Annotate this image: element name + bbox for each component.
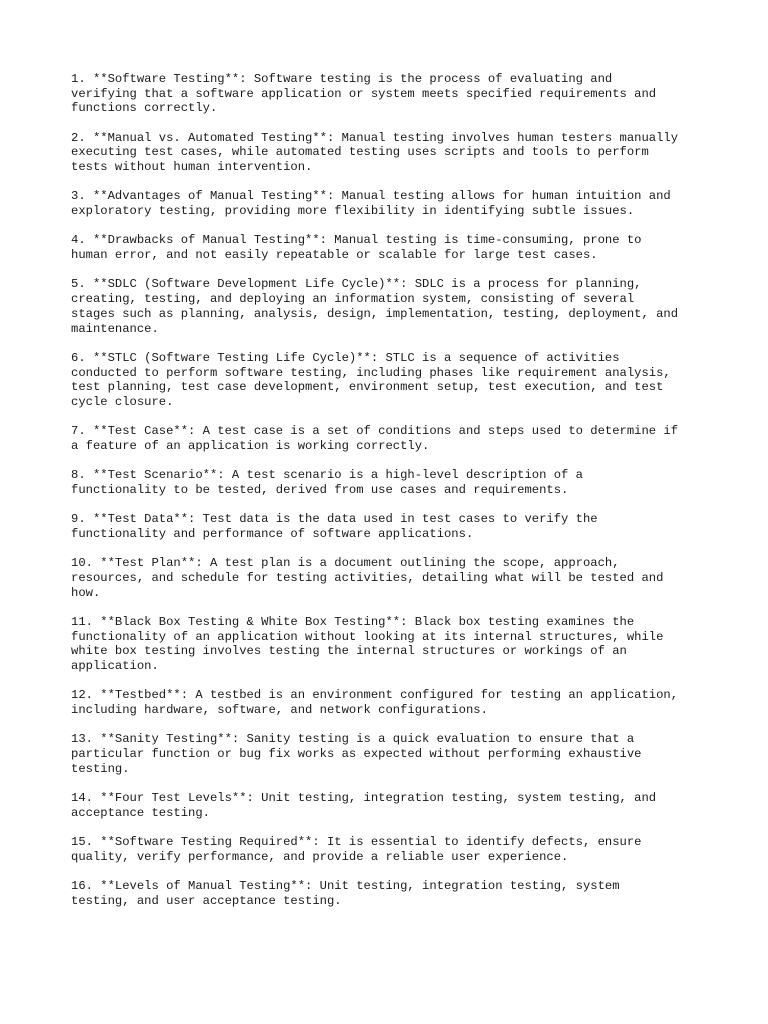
paragraph-line: 3. **Advantages of Manual Testing**: Manual testing allows for human intuition and bbox=[71, 189, 671, 204]
paragraph-10 bbox=[71, 556, 711, 600]
paragraph-line: 14. **Four Test Levels**: Unit testing, integration testing, system testing, and bbox=[71, 791, 657, 806]
paragraph-5 bbox=[71, 277, 711, 336]
paragraph-2 bbox=[71, 131, 711, 175]
paragraph-line: stages such as planning, analysis, design, implementation, testing, deployment, and bbox=[71, 306, 679, 321]
paragraph-line: 8. **Test Scenario**: A test scenario is a high-level description of a bbox=[71, 468, 583, 483]
paragraph-line: conducted to perform software testing, including phases like requirement analysis, bbox=[71, 365, 671, 380]
paragraph-line: 15. **Software Testing Required**: It is essential to identify defects, ensure bbox=[71, 835, 642, 850]
paragraph-line: including hardware, software, and network configurations. bbox=[71, 703, 488, 718]
paragraph-line: 16. **Levels of Manual Testing**: Unit testing, integration testing, system bbox=[71, 879, 620, 894]
paragraph-1 bbox=[71, 72, 711, 116]
paragraph-line: 7. **Test Case**: A test case is a set of conditions and steps used to determine if bbox=[71, 424, 679, 439]
paragraph-line: quality, verify performance, and provide a reliable user experience. bbox=[71, 849, 569, 864]
paragraph-line: particular function or bug fix works as expected without performing exhaustive bbox=[71, 747, 642, 762]
paragraph-line: 11. **Black Box Testing & White Box Testing**: Black box testing examines the bbox=[71, 614, 635, 629]
paragraph-line: 10. **Test Plan**: A test plan is a document outlining the scope, approach, bbox=[71, 556, 620, 571]
paragraph-line: 13. **Sanity Testing**: Sanity testing is a quick evaluation to ensure that a bbox=[71, 732, 635, 747]
paragraph-line: functionality and performance of software applications. bbox=[71, 526, 474, 541]
paragraph-line: verifying that a software application or system meets specified requirements and bbox=[71, 86, 657, 101]
paragraph-12 bbox=[71, 688, 711, 717]
paragraph-line: acceptance testing. bbox=[71, 805, 210, 820]
paragraph-line: 9. **Test Data**: Test data is the data used in test cases to verify the bbox=[71, 512, 598, 527]
paragraph-line: testing, and user acceptance testing. bbox=[71, 893, 342, 908]
paragraph-line: exploratory testing, providing more flexibility in identifying subtle issues. bbox=[71, 204, 635, 219]
paragraph-line: 12. **Testbed**: A testbed is an environment configured for testing an application, bbox=[71, 688, 679, 703]
paragraph-line: 1. **Software Testing**: Software testing is the process of evaluating and bbox=[71, 72, 613, 86]
document-body bbox=[71, 72, 711, 923]
paragraph-line: 4. **Drawbacks of Manual Testing**: Manual testing is time-consuming, prone to bbox=[71, 233, 642, 248]
paragraph-line: functions correctly. bbox=[71, 101, 218, 116]
paragraph-line: human error, and not easily repeatable or scalable for large test cases. bbox=[71, 248, 598, 263]
paragraph-9 bbox=[71, 512, 711, 541]
paragraph-7 bbox=[71, 424, 711, 453]
paragraph-13 bbox=[71, 732, 711, 776]
paragraph-3 bbox=[71, 189, 711, 218]
paragraph-line: functionality to be tested, derived from use cases and requirements. bbox=[71, 482, 569, 497]
paragraph-11 bbox=[71, 615, 711, 674]
paragraph-line: 2. **Manual vs. Automated Testing**: Manual testing involves human testers manually bbox=[71, 130, 679, 145]
paragraph-line: test planning, test case development, environment setup, test execution, and test bbox=[71, 380, 664, 395]
paragraph-line: 5. **SDLC (Software Development Life Cycle)**: SDLC is a process for planning, bbox=[71, 277, 642, 292]
paragraph-line: 6. **STLC (Software Testing Life Cycle)**: STLC is a sequence of activities bbox=[71, 350, 620, 365]
paragraph-4 bbox=[71, 233, 711, 262]
paragraph-line: a feature of an application is working correctly. bbox=[71, 438, 430, 453]
paragraph-line: white box testing involves testing the internal structures or workings of an bbox=[71, 644, 627, 659]
paragraph-line: application. bbox=[71, 659, 159, 674]
paragraph-line: testing. bbox=[71, 761, 130, 776]
paragraph-line: cycle closure. bbox=[71, 394, 174, 409]
paragraph-line: functionality of an application without looking at its internal structures, while bbox=[71, 629, 664, 644]
paragraph-15 bbox=[71, 835, 711, 864]
paragraph-line: resources, and schedule for testing activities, detailing what will be tested and bbox=[71, 570, 664, 585]
paragraph-16 bbox=[71, 879, 711, 908]
paragraph-6 bbox=[71, 351, 711, 410]
paragraph-14 bbox=[71, 791, 711, 820]
paragraph-line: executing test cases, while automated testing uses scripts and tools to perform bbox=[71, 145, 649, 160]
paragraph-8 bbox=[71, 468, 711, 497]
paragraph-line: maintenance. bbox=[71, 321, 159, 336]
paragraph-line: how. bbox=[71, 585, 101, 600]
paragraph-line: creating, testing, and deploying an information system, consisting of several bbox=[71, 292, 635, 307]
paragraph-line: tests without human intervention. bbox=[71, 160, 313, 175]
